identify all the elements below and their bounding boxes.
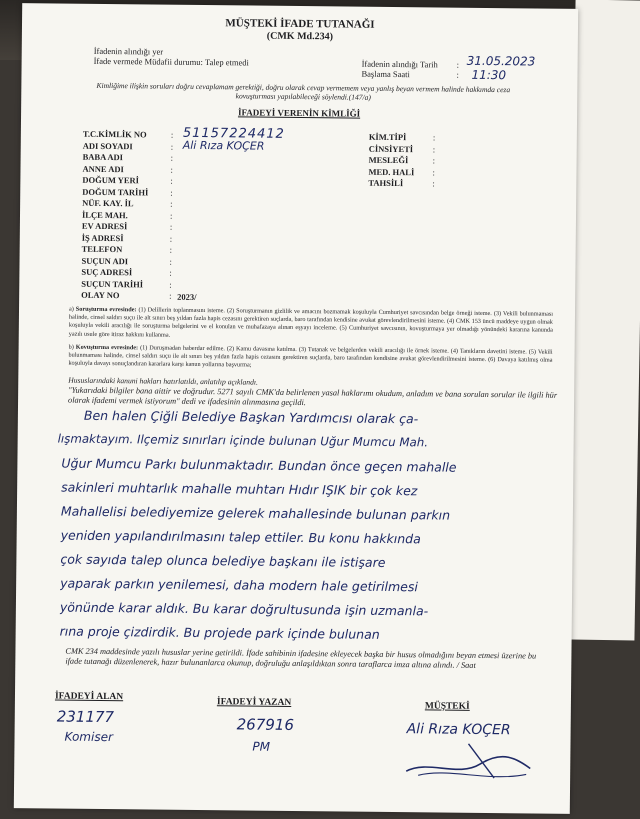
rights-reminder: Hususlarındaki kanuni hakları hatırlatıldı, anlatılıp açıklandı. xyxy=(68,375,258,387)
identity-right-colons: : : : : : xyxy=(432,132,436,189)
label-gender: CİNSİYETİ xyxy=(368,143,414,154)
label-work-address: İŞ ADRESİ xyxy=(81,232,124,243)
tc-value: 51157224412 xyxy=(182,125,285,142)
investigation-heading: Soruşturma evresinde: xyxy=(75,305,137,314)
lawyer-status xyxy=(94,56,249,68)
statement-line-6: yeniden yapılandırılmasını talep ettiler. Bu konu hakkında xyxy=(60,527,421,547)
receiver-id: 231177 xyxy=(56,707,115,727)
label-occupation: MESLEĞİ xyxy=(368,154,409,166)
identity-heading: İFADEYİ VERENİN KİMLİĞİ xyxy=(237,107,361,119)
investigation-text: (1) Delillerin toplanmasını isteme. (2) Soruşturmanın gizlilik ve amacını bozmamak koşuluyla Cumhuriyet savcısından belge örneği isteme. (3) Vekili bulunmaması halinde, cinsel saldırı suçu ile alt sınırı beş yıldan fazla hapis cezasını gerektiren suçlarda, baro tarafından kendisine avukat görevlendirilmesini isteme. (4) CMK 153 üncü maddeye uygun olmak koşuluyla vekili aracılığı ile soruşturma belgelerini ve el konulan ve muhafazaya alınan eşyayı inceleme. (5) Cumhuriyet savcısının, kovuşturmaya yer olmadığı yönündeki kararına kanunda yazılı usule göre itiraz hakkını kullanma. xyxy=(68,306,554,339)
date-label: İfadenin alındığı Tarih xyxy=(361,58,438,70)
label-incident-no: OLAY NO xyxy=(81,289,120,301)
start-time-label: Başlama Saati xyxy=(361,68,410,80)
receiver-title: Komiser xyxy=(64,729,113,745)
label-name: ADI SOYADI xyxy=(82,140,133,151)
label-marital: MED. HALİ xyxy=(368,166,415,177)
label-education: TAHSİLİ xyxy=(368,177,404,189)
place-label: İfadenin alındığı yer xyxy=(93,45,164,57)
statement-line-1: Ben halen Çiğli Belediye Başkan Yardımcısı olarak ça- xyxy=(83,407,419,427)
label-crime-name: SUÇUN ADI xyxy=(81,255,129,266)
complainant-signature-icon xyxy=(398,737,538,782)
incident-no-value: 2023/ xyxy=(177,291,197,302)
statement-line-10: rına proje çizdirdik. Bu projede park içinde bulunan xyxy=(59,623,380,642)
label-district: İLÇE MAH. xyxy=(81,209,128,220)
document-title: MÜŞTEKİ İFADE TUTANAĞI xyxy=(225,17,375,31)
statement-line-2: lışmaktayım. Ilçemiz sınırları içinde bulunan Uğur Mumcu Mah. xyxy=(57,431,429,450)
lawyer-label: İfade vermede Müdafii durumu: xyxy=(93,55,203,68)
statement-line-5: Mahallelisi belediyemize gelerek mahallesinde bulunan parkın xyxy=(60,503,451,523)
label-tc: T.C.KİMLİK NO xyxy=(82,128,147,140)
label-crime-date: SUÇUN TARİHİ xyxy=(81,278,144,289)
statement-line-7: çok sayıda talep olunca belediye başkanı ile istişare xyxy=(60,551,386,570)
label-birthdate: DOĞUM TARİHİ xyxy=(82,186,149,197)
consent-quote: "Yukarıdaki bilgiler bana aittir ve doğrudur. 5271 sayılı CMK'da belirlenen yasal haklarımı okudum, anladım ve bana sorulan sorular ile ilgili hür olarak ifademi vermek istiyorum" dedi ve ifadesinin alınmasına geçildi. xyxy=(68,385,558,407)
identity-right-labels xyxy=(368,132,414,190)
label-registry: NÜF. KAY. İL xyxy=(82,197,134,209)
identity-colons: : : : : : : : : : : : : : : : xyxy=(169,129,174,301)
label-father: BABA ADI xyxy=(82,151,124,163)
writer-label: İFADEYİ YAZAN xyxy=(216,697,292,708)
identity-left-labels xyxy=(81,129,149,302)
prosecution-heading: Kovuşturma evresinde: xyxy=(75,343,139,352)
name-value: Ali Rıza KOÇER xyxy=(182,138,265,153)
statement-document: MÜŞTEKİ İFADE TUTANAĞI (CMK Md.234) İfadenin alındığı yer İfade vermede Müdafii durumu: Talep etmedi İfadenin alındığı Tarih : 31.05.2023 Başlama Saati : 11:30 Kimliğime ilişkin soruları doğru cevaplamam gerektiği, doğru olarak cevap vermemem veya yanlış beyan vermem halinde hakkımda ceza kovuşturması yapılabileceği söylendi.(147/a) İFADEYİ VERENİN KİMLİĞİ T.C.KİMLİK NO ADI SOYADI BABA ADI ANNE ADI DOĞUM YERİ DOĞUM TARİHİ NÜF. KAY. İL İLÇE MAH. EV ADRESİ İŞ ADRESİ TELEFON SUÇUN ADI SUÇ ADRESİ SUÇUN TARİHİ OLAY NO : : : : : : : : : : : : : : : 51157224412 Ali Rıza KOÇER 2023/ KİM.TİPİ CİNSİYETİ MESLEĞİ MED. HALİ TAHSİLİ : : : : : a) Soruşturma evresinde: (1) Delillerin toplanmasını isteme. (2) Soruşturmanın gizlilik ve amacını bozmamak koşuluyla Cumhuriyet savcısından belge örneği isteme. (3) Vekili bulunmaması halinde, cinsel saldırı suçu ile alt sınırı beş yıldan fazla hapis cezasını gerektiren suçlarda, baro tarafından kendisine avukat görevlendirilmesini isteme. (4) CMK 153 üncü maddeye uygun olmak koşuluyla vekili aracılığı ile soruşturma belgelerini ve el konulan ve muhafazaya alınan eşyayı inceleme. (5) Cumhuriyet savcısının, kovuşturmaya yer olmadığı yönündeki kararına kanunda yazılı usule göre itiraz hakkını kullanma. b) Kovuşturma evresinde: (1) Duruşmadan haberdar edilme. (2) Kamu davasına katılma. (3) Tutanak ve belgelerden vekili aracılığı ile örnek isteme. (4) Tanıkların davetini isteme. (5) Vekili bulunmaması halinde, cinsel saldırı suçu ile alt sınırı beş yıldan fazla hapis cezasını gerektiren suçlarda, baro tarafından kendisine avukat görevlendirilmesini isteme. (6) Davaya katılmış olma koşuluyla davayı sonuçlandıran kararlara karşı kanun yollarına başvurma; Hususlarındaki kanuni hakları hatırlatıldı, anlatılıp açıklandı. "Yukarıdaki bilgiler bana aittir ve doğrudur. 5271 sayılı CMK'da belirlenen yasal haklarımı okudum, anladım ve bana sorulan sorular ile ilgili hür olarak ifademi vermek istiyorum" dedi ve ifadesinin alınmasına geçildi. Ben halen Çiğli Belediye Başkan Yardımcısı olarak ça- lışmaktayım. Ilçemiz sınırları içinde bulunan Uğur Mumcu Mah. Uğur Mumcu Parkı bulunmaktadır. Bundan önce geçen mahalle sakinleri muhtarlık mahalle muhtarı Hıdır IŞIK bir çok kez Mahallelisi belediyemize gelerek mahallesinde bulunan parkın yeniden yapılandırılmasını talep ettiler. Bu konu hakkında çok sayıda talep olunca belediye başkanı ile istişare yaparak parkın yenilemesi, daha modern hale getirilmesi yönünde karar aldık. Bu karar doğrultusunda işin uzmanla- rına proje çizdirdik. Bu projede park içinde bulunan CMK 234 maddesinde yazılı hususlar yerine getirildi. İfade sahibinin ifadesine ekleyecek başka bir husus olmadığını beyan etmesi üzerine bu ifade tutanağı düzenlenerek, hazır bulunanlarca okunup, doğruluğu anlaşıldıktan sonra taraflarca imza altına alındı. / Saat İFADEYİ ALAN 231177 Komiser İFADEYİ YAZAN 267916 PM MÜŞTEKİ Ali Rıza KOÇER xyxy=(14,3,578,814)
complainant-label: MÜŞTEKİ xyxy=(424,701,470,712)
writer-title: PM xyxy=(252,739,271,754)
receiver-label: İFADEYİ ALAN xyxy=(54,691,124,703)
start-time-value: 11:30 xyxy=(471,67,507,83)
intro-text: Kimliğime ilişkin soruları doğru cevaplamam gerektiği, doğru olarak cevap vermemem veya yanlış beyan vermem halinde hakkımda ceza kovuşturması yapılabileceği söylendi.(147/a) xyxy=(96,80,511,102)
label-crime-address: SUÇ ADRESİ xyxy=(81,266,133,278)
statement-line-9: yönünde karar aldık. Bu karar doğrultusunda işin uzmanla- xyxy=(59,599,429,619)
writer-id: 267916 xyxy=(236,715,295,734)
prosecution-text: (1) Duruşmadan haberdar edilme. (2) Kamu davasına katılma. (3) Tutanak ve belgelerden vekili aracılığı ile örnek isteme. (4) Tanıkların davetini isteme. (5) Vekili bulunmaması halinde, cinsel saldırı suçu ile alt sınırı beş yıldan fazla hapis cezasını gerektiren suçlarda, baro tarafından kendisine avukat görevlendirilmesini isteme. (6) Davaya katılmış olma koşuluyla davayı sonuçlandıran kararlara karşı kanun yollarına başvurma; xyxy=(68,344,553,369)
label-birthplace: DOĞUM YERİ xyxy=(82,174,140,186)
label-id-type: KİM.TİPİ xyxy=(368,131,407,143)
label-home-address: EV ADRESİ xyxy=(81,220,128,232)
rights-investigation: a) Soruşturma evresinde: (1) Delillerin toplanmasını isteme. (2) Soruşturmanın gizlilik ve amacını bozmamak koşuluyla Cumhuriyet savcısından belge örneği isteme. (3) Vekili bulunmaması halinde, cinsel saldırı suçu ile alt sınırı beş yıldan fazla hapis cezasını gerektiren suçlarda, baro tarafından kendisine avukat görevlendirilmesini isteme. (4) CMK 153 üncü maddeye uygun olmak koşuluyla vekili aracılığı ile soruşturma belgelerini ve el konulan ve muhafazaya alınan eşyayı inceleme. (5) Cumhuriyet savcısının, kovuşturmaya yer olmadığı yönündeki kararına kanunda yazılı usule göre itiraz hakkını kullanma. xyxy=(68,305,554,339)
document-subtitle: (CMK Md.234) xyxy=(266,30,333,43)
closing-text: CMK 234 maddesinde yazılı hususlar yerine getirildi. İfade sahibinin ifadesine ekleyecek başka bir husus olmadığını beyan etmesi üzerine bu ifade tutanağı düzenlenerek, hazır bulunanlarca okunup, doğruluğu anlaşıldıktan sonra taraflarca imza altına alındı. / Saat xyxy=(65,646,537,670)
statement-line-8: yaparak parkın yenilemesi, daha modern hale getirilmesi xyxy=(60,575,418,595)
date-value: 31.05.2023 xyxy=(466,53,536,69)
complainant-name: Ali Rıza KOÇER xyxy=(406,721,511,739)
lawyer-value: Talep etmedi xyxy=(204,57,249,68)
label-mother: ANNE ADI xyxy=(82,163,124,174)
closing-time: / Saat xyxy=(456,660,476,670)
rights-prosecution: b) Kovuşturma evresinde: (1) Duruşmadan haberdar edilme. (2) Kamu davasına katılma. (3) Tutanak ve belgelerden vekili aracılığı ile örnek isteme. (4) Tanıkların davetini isteme. (5) Vekili bulunmaması halinde, cinsel saldırı suçu ile alt sınırı beş yıldan fazla hapis cezasını gerektiren suçlarda, baro tarafından kendisine avukat görevlendirilmesini isteme. (6) Davaya katılmış olma koşuluyla davayı sonuçlandıran kararlara karşı kanun yollarına başvurma; xyxy=(68,343,553,369)
label-phone: TELEFON xyxy=(81,243,123,255)
statement-line-3: Uğur Mumcu Parkı bulunmaktadır. Bundan önce geçen mahalle xyxy=(61,455,457,475)
statement-line-4: sakinleri muhtarlık mahalle muhtarı Hıdır IŞIK bir çok kez xyxy=(61,479,418,499)
